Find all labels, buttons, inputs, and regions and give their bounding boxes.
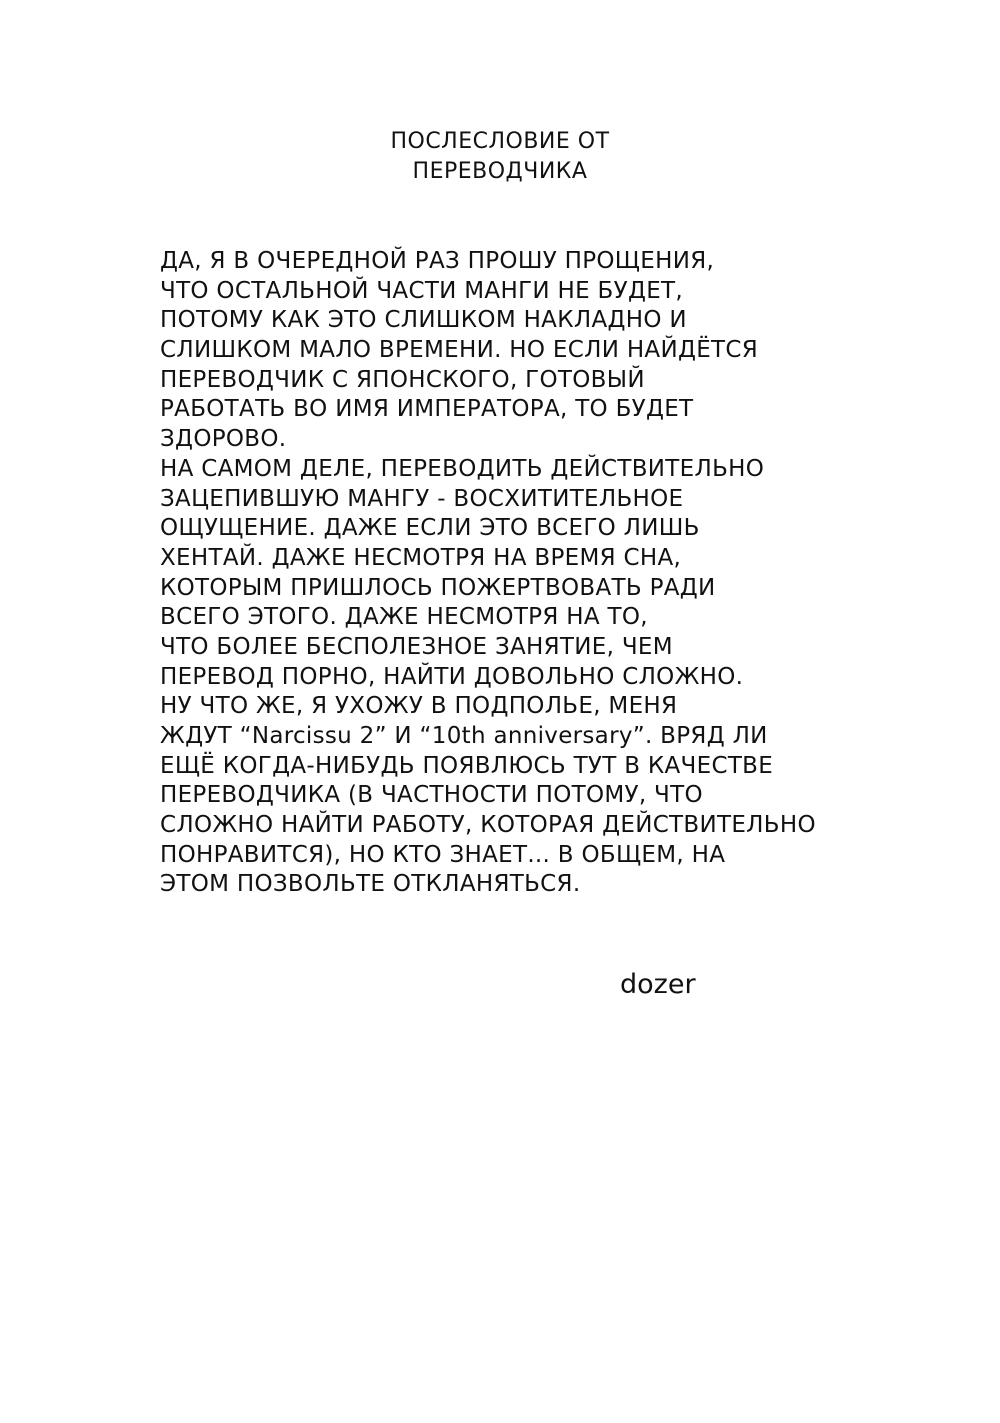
body-line: ПЕРЕВОДЧИКА (В ЧАСТНОСТИ ПОТОМУ, ЧТО	[160, 782, 703, 809]
body-line: ПЕРЕВОДЧИК С ЯПОНСКОГО, ГОТОВЫЙ	[160, 366, 645, 393]
body-line: ЧТО БОЛЕЕ БЕСПОЛЕЗНОЕ ЗАНЯТИЕ, ЧЕМ	[160, 633, 673, 660]
body-line: КОТОРЫМ ПРИШЛОСЬ ПОЖЕРТВОВАТЬ РАДИ	[160, 574, 716, 601]
body-line: ЗАЦЕПИВШУЮ МАНГУ - ВОСХИТИТЕЛЬНОЕ	[160, 485, 684, 512]
body-line: ПОНРАВИТСЯ), НО КТО ЗНАЕТ... В ОБЩЕМ, НА	[160, 841, 726, 868]
title-line-1: ПОСЛЕСЛОВИЕ ОТ	[390, 129, 610, 154]
body-line: ЭТОМ ПОЗВОЛЬТЕ ОТКЛАНЯТЬСЯ.	[160, 871, 581, 898]
body-line: ХЕНТАЙ. ДАЖЕ НЕСМОТРЯ НА ВРЕМЯ СНА,	[160, 544, 682, 571]
body-line: ПОТОМУ КАК ЭТО СЛИШКОМ НАКЛАДНО И	[160, 307, 687, 334]
body-line: ОЩУЩЕНИЕ. ДАЖЕ ЕСЛИ ЭТО ВСЕГО ЛИШЬ	[160, 515, 700, 542]
body-line: ПЕРЕВОД ПОРНО, НАЙТИ ДОВОЛЬНО СЛОЖНО.	[160, 663, 744, 690]
body-line: ЖДУТ “Narcissu 2” И “10th anniversary”. ВРЯД ЛИ	[160, 723, 768, 749]
body-line: НА САМОМ ДЕЛЕ, ПЕРЕВОДИТЬ ДЕЙСТВИТЕЛЬНО	[160, 455, 765, 482]
body-line: СЛИШКОМ МАЛО ВРЕМЕНИ. НО ЕСЛИ НАЙДЁТСЯ	[160, 337, 759, 364]
author-signature: dozer	[620, 969, 696, 1000]
body-line: РАБОТАТЬ ВО ИМЯ ИМПЕРАТОРА, ТО БУДЕТ	[160, 396, 694, 423]
afterword-body	[160, 247, 960, 900]
body-line: ЕЩЁ КОГДА-НИБУДЬ ПОЯВЛЮСЬ ТУТ В КАЧЕСТВЕ	[160, 752, 774, 779]
body-line: ЧТО ОСТАЛЬНОЙ ЧАСТИ МАНГИ НЕ БУДЕТ,	[160, 277, 684, 304]
body-line: НУ ЧТО ЖЕ, Я УХОЖУ В ПОДПОЛЬЕ, МЕНЯ	[160, 693, 678, 720]
title-line-2: ПЕРЕВОДЧИКА	[412, 159, 588, 184]
page-title	[0, 127, 1000, 187]
body-line: ВСЕГО ЭТОГО. ДАЖЕ НЕСМОТРЯ НА ТО,	[160, 604, 648, 631]
body-line: СЛОЖНО НАЙТИ РАБОТУ, КОТОРАЯ ДЕЙСТВИТЕЛЬНО	[160, 812, 816, 839]
body-line: ДА, Я В ОЧЕРЕДНОЙ РАЗ ПРОШУ ПРОЩЕНИЯ,	[160, 248, 715, 274]
body-line: ЗДОРОВО.	[160, 426, 287, 453]
